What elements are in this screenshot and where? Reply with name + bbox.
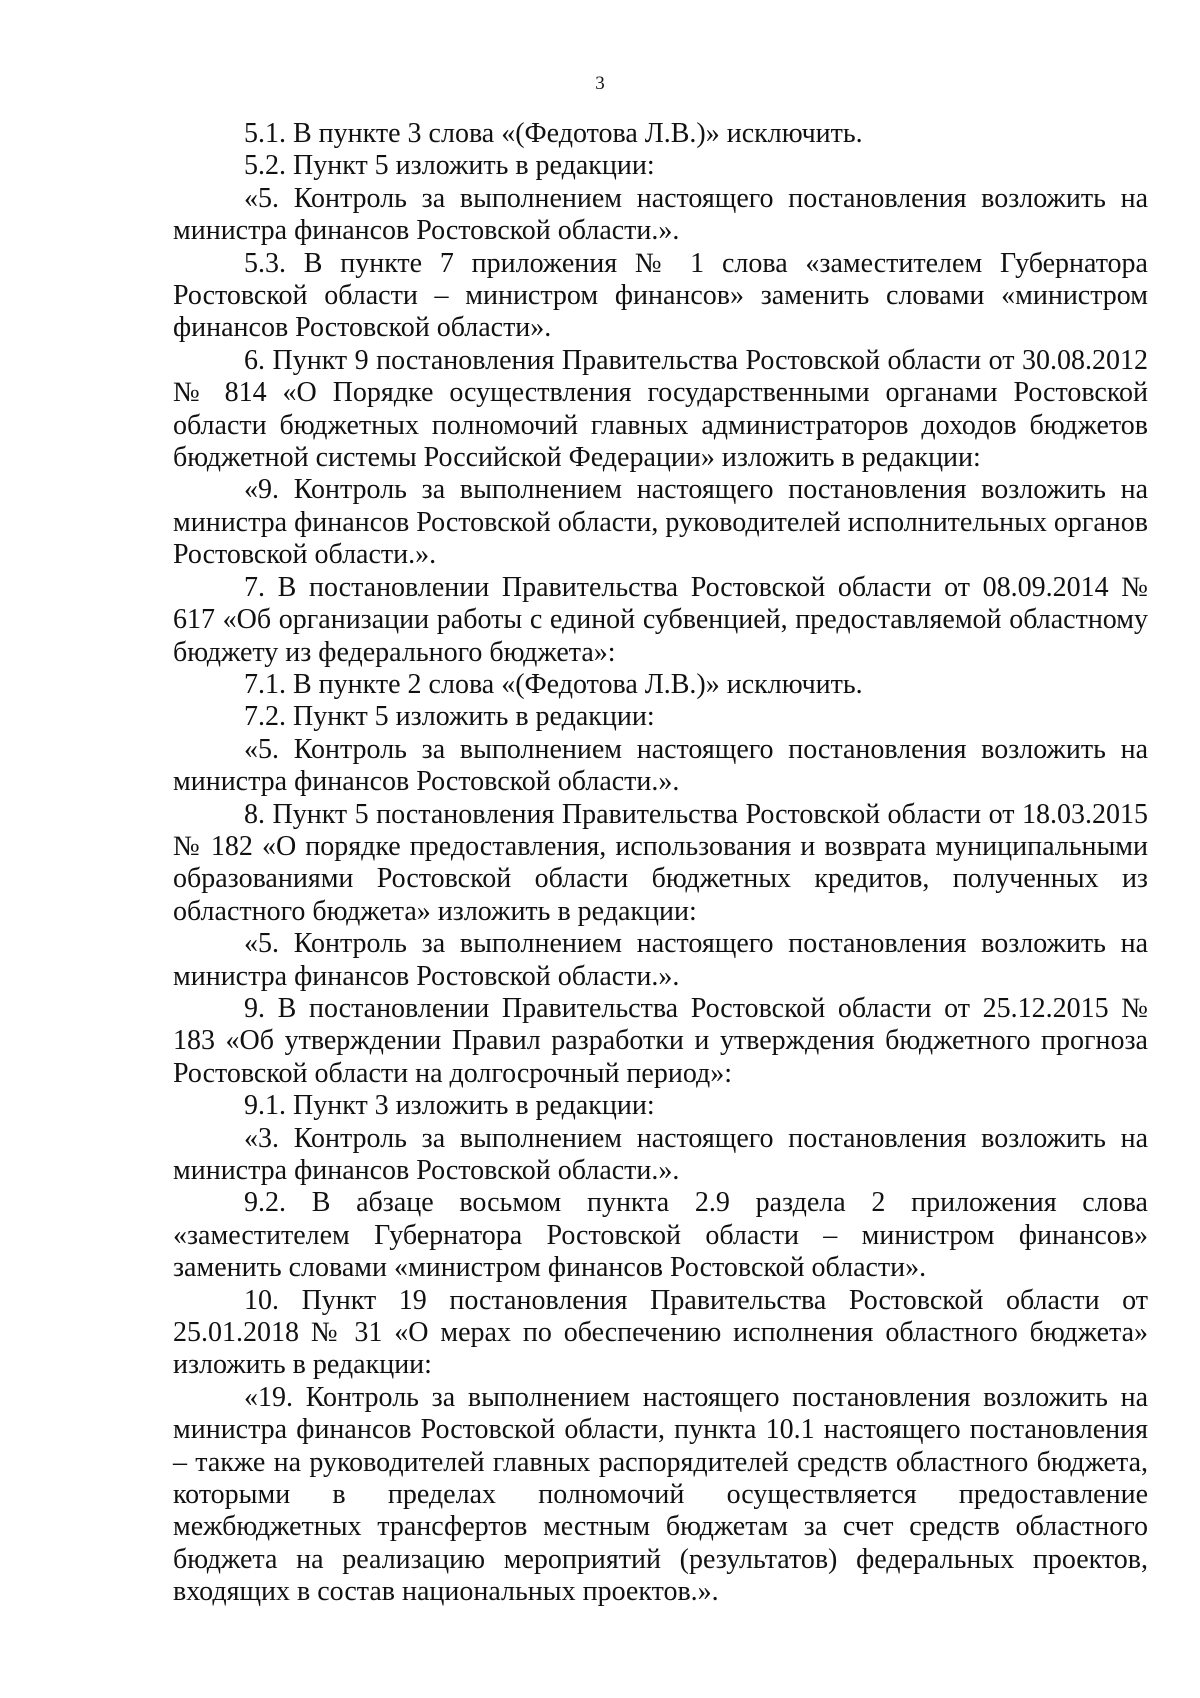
paragraph-10-quote: «19. Контроль за выполнением настоящего постановления возложить на министра финансов Ростовской области, пункта 10.1 настоящего постановления – также на руководителей главных распорядителей средств областного бюджета, которыми в пределах полномочий осуществляется предоставление межбюджетных трансфертов местным бюджетам за счет средств областного бюджета на реализацию мероприятий (результатов) федеральных проектов, входящих в состав национальных проектов.». <box>173 1381 1148 1608</box>
paragraph-7-2: 7.2. Пункт 5 изложить в редакции: <box>244 701 655 733</box>
paragraph-7: 7. В постановлении Правительства Ростовской области от 08.09.2014 № 617 «Об организации работы с единой субвенцией, предоставляемой областному бюджету из федерального бюджета»: <box>173 571 1148 668</box>
paragraph-6: 6. Пункт 9 постановления Правительства Ростовской области от 30.08.2012 № 814 «О Порядке осуществления государственными органами Ростовской области бюджетных полномочий главных администраторов доходов бюджетов бюджетной системы Российской Федерации» изложить в редакции: <box>173 344 1148 474</box>
paragraph-7-2-quote: «5. Контроль за выполнением настоящего постановления возложить на министра финансов Ростовской области.». <box>173 733 1148 798</box>
paragraph-8: 8. Пункт 5 постановления Правительства Ростовской области от 18.03.2015 № 182 «О порядке предоставления, использования и возврата муниципальными образованиями Ростовской области бюджетных кредитов, полученных из областного бюджета» изложить в редакции: <box>173 798 1148 927</box>
paragraph-8-quote: «5. Контроль за выполнением настоящего постановления возложить на министра финансов Ростовской области.». <box>173 928 1148 992</box>
paragraph-5-2: 5.2. Пункт 5 изложить в редакции: <box>244 150 655 182</box>
paragraph-9-1-quote: «3. Контроль за выполнением настоящего постановления возложить на министра финансов Ростовской области.». <box>173 1122 1148 1186</box>
paragraph-9-2: 9.2. В абзаце восьмом пункта 2.9 раздела 2 приложения слова «заместителем Губернатора Ростовской области – министром финансов» заменить словами «министром финансов Ростовской области». <box>173 1187 1148 1284</box>
paragraph-5-2-quote: «5. Контроль за выполнением настоящего постановления возложить на министра финансов Ростовской области.». <box>173 182 1148 247</box>
paragraph-5-1: 5.1. В пункте 3 слова «(Федотова Л.В.)» исключить. <box>244 118 863 149</box>
paragraph-10: 10. Пункт 19 постановления Правительства Ростовской области от 25.01.2018 № 31 «О мерах по обеспечению исполнения областного бюджета» изложить в редакции: <box>173 1284 1148 1381</box>
paragraph-5-3: 5.3. В пункте 7 приложения № 1 слова «заместителем Губернатора Ростовской области – министром финансов» заменить словами «министром финансов Ростовской области». <box>173 247 1148 344</box>
document-body <box>173 118 1148 1609</box>
paragraph-6-quote: «9. Контроль за выполнением настоящего постановления возложить на министра финансов Ростовской области, руководителей исполнительных органов Ростовской области.». <box>173 474 1148 571</box>
page-number: 3 <box>595 73 605 94</box>
paragraph-7-1: 7.1. В пункте 2 слова «(Федотова Л.В.)» исключить. <box>244 668 863 700</box>
paragraph-9-1: 9.1. Пункт 3 изложить в редакции: <box>244 1090 655 1122</box>
paragraph-9: 9. В постановлении Правительства Ростовской области от 25.12.2015 № 183 «Об утверждении Правил разработки и утверждения бюджетного прогноза Ростовской области на долгосрочный период»: <box>173 992 1148 1089</box>
